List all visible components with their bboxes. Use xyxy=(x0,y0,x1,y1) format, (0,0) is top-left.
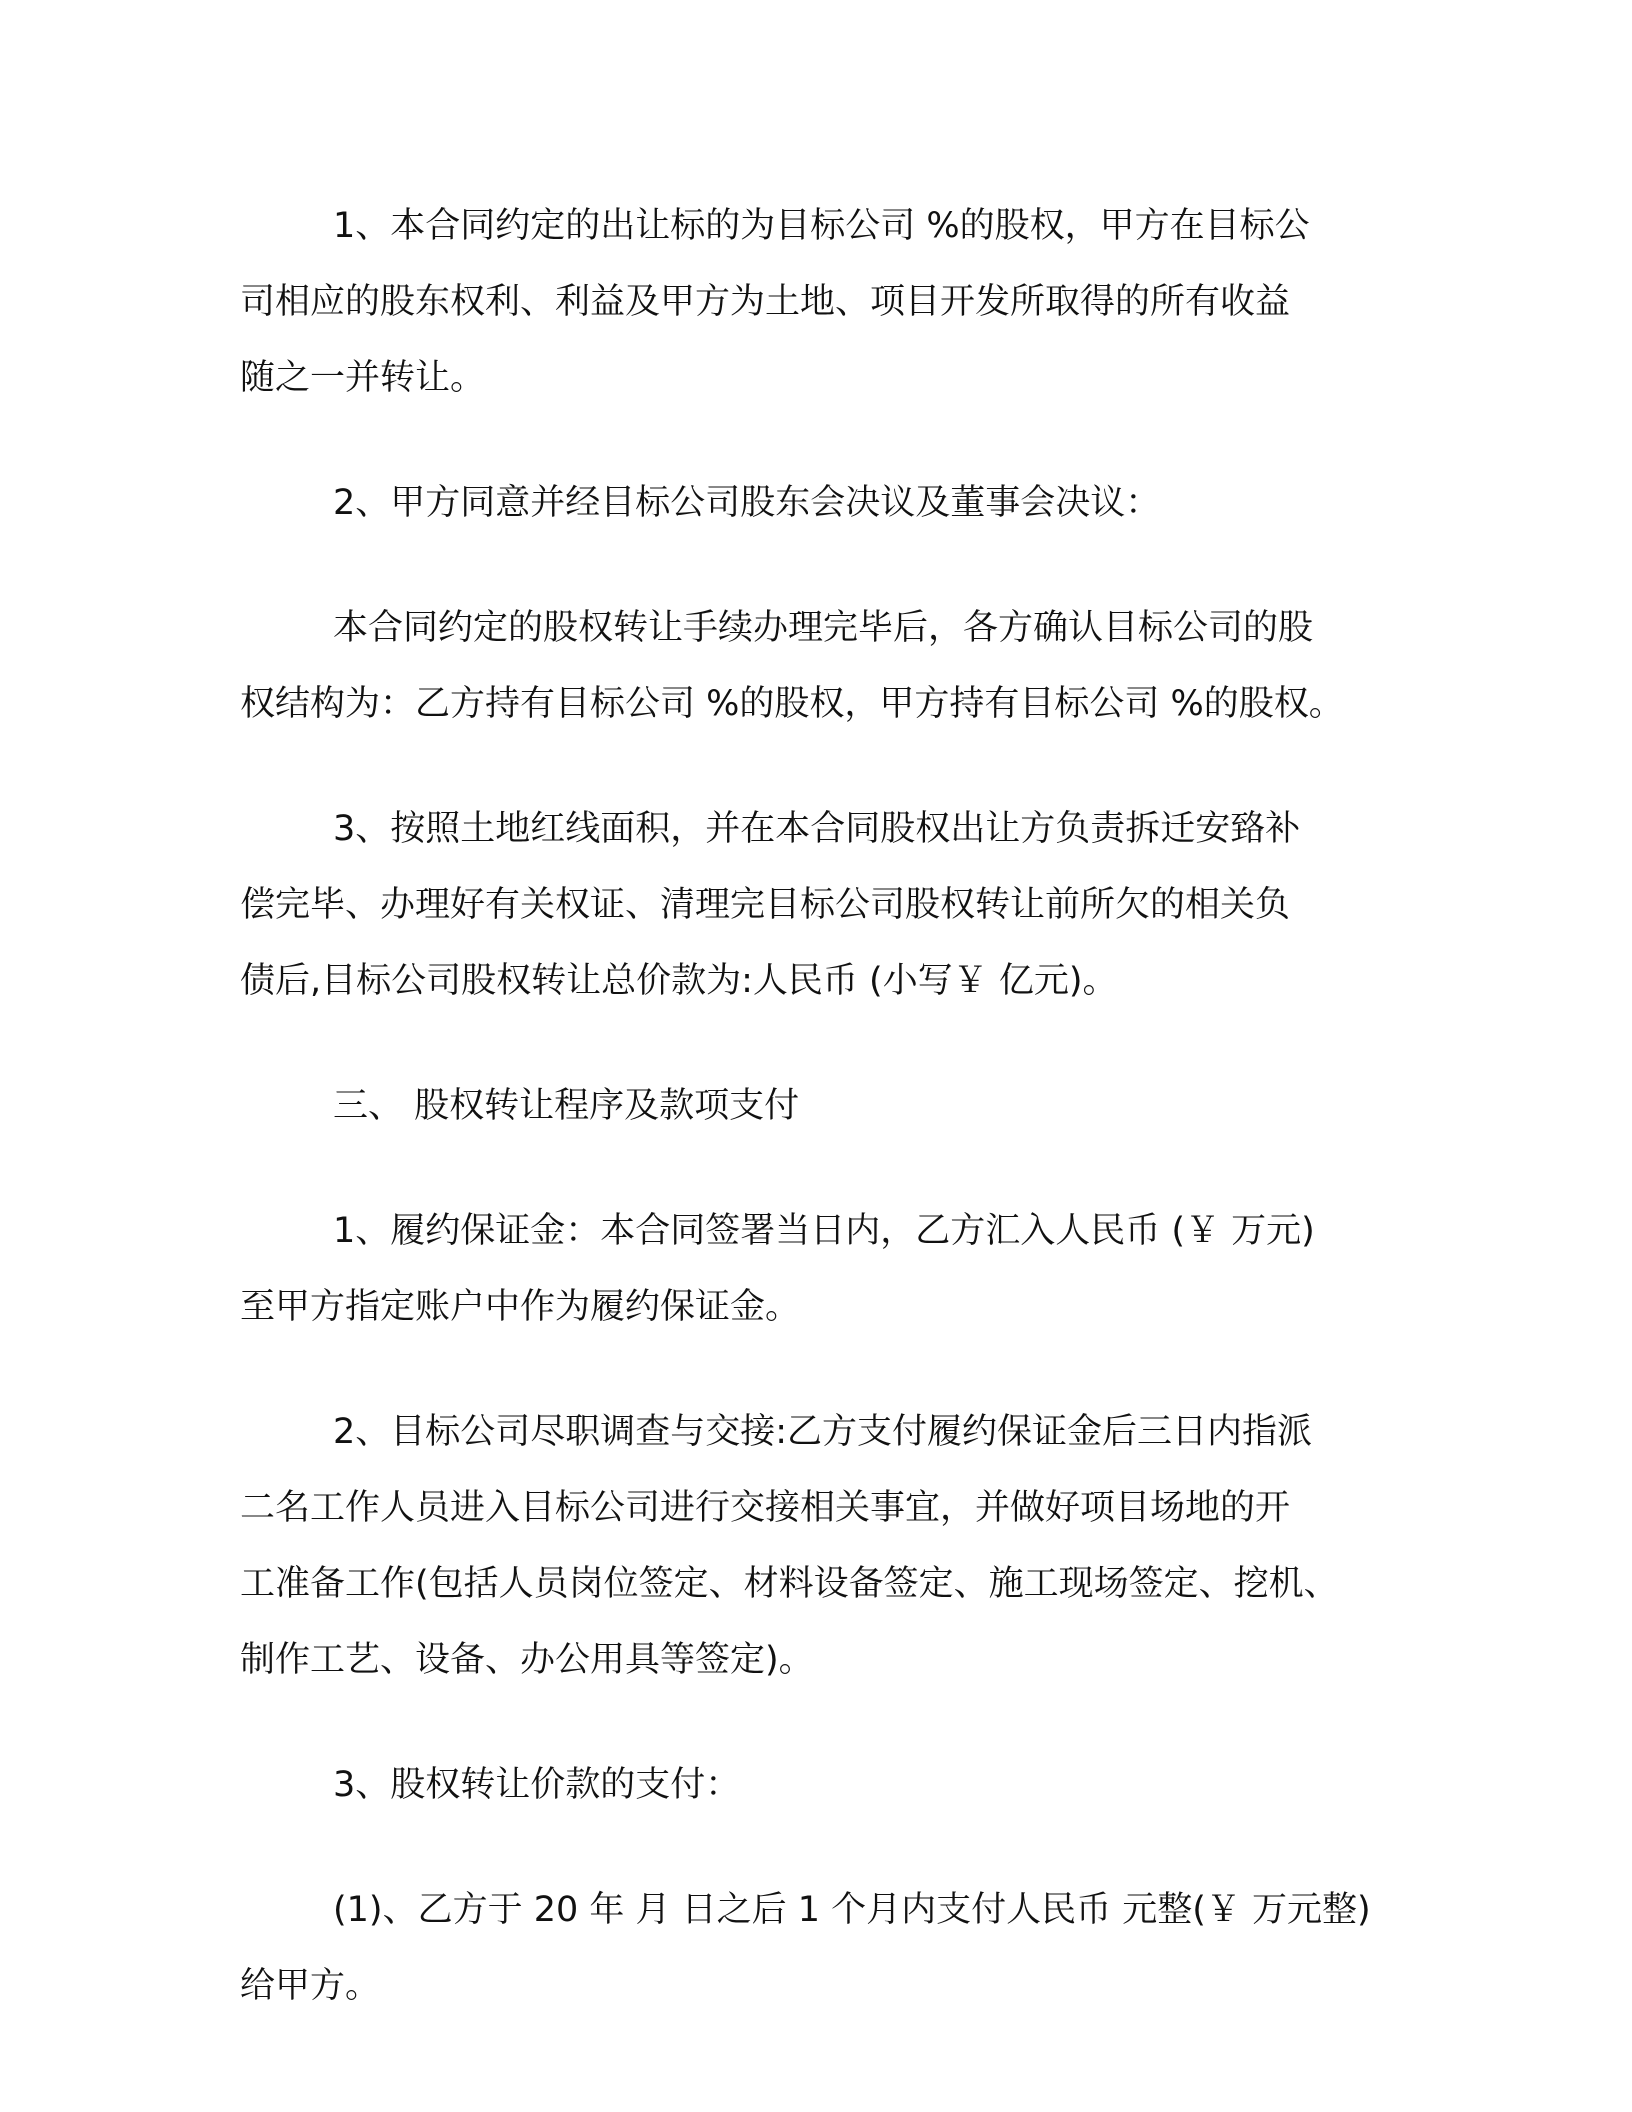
paragraph-2 xyxy=(240,465,1400,541)
text-line: 2、甲方同意并经目标公司股东会决议及董事会决议： xyxy=(333,483,1161,523)
text-line: 1、履约保证金：本合同签署当日内，乙方汇入人民币 (￥ 万元) xyxy=(333,1211,1315,1251)
document-body xyxy=(240,188,1400,2073)
text-line: 二名工作人员进入目标公司进行交接相关事宜，并做好项目场地的开 xyxy=(240,1488,1291,1528)
text-line: 3、按照土地红线面积，并在本合同股权出让方负责拆迁安臵补 xyxy=(333,809,1301,849)
text-line: 3、股权转让价款的支付： xyxy=(333,1765,741,1805)
section-heading xyxy=(240,1068,1400,1144)
text-line: 三、 股权转让程序及款项支付 xyxy=(333,1086,800,1126)
paragraph-8 xyxy=(240,1872,1400,2024)
paragraph-1 xyxy=(240,188,1400,416)
text-line: 债后,目标公司股权转让总价款为:人民币 (小写￥ 亿元)。 xyxy=(240,961,1118,1001)
text-line: 司相应的股东权利、利益及甲方为土地、项目开发所取得的所有收益 xyxy=(240,282,1291,322)
text-line: 工准备工作(包括人员岗位签定、材料设备签定、施工现场签定、挖机、 xyxy=(240,1564,1339,1604)
text-line: 给甲方。 xyxy=(240,1966,381,2006)
paragraph-7 xyxy=(240,1747,1400,1823)
paragraph-6 xyxy=(240,1394,1400,1698)
paragraph-3 xyxy=(240,590,1400,742)
text-line: 权结构为：乙方持有目标公司 %的股权，甲方持有目标公司 %的股权。 xyxy=(240,684,1344,724)
text-line: 偿完毕、办理好有关权证、清理完目标公司股权转让前所欠的相关负 xyxy=(240,885,1291,925)
text-line: (1)、乙方于 20 年 月 日之后 1 个月内支付人民币 元整(￥ 万元整) xyxy=(333,1890,1371,1930)
text-line: 本合同约定的股权转让手续办理完毕后，各方确认目标公司的股 xyxy=(333,608,1314,648)
text-line: 2、目标公司尽职调查与交接:乙方支付履约保证金后三日内指派 xyxy=(333,1412,1313,1452)
text-line: 1、本合同约定的出让标的为目标公司 %的股权，甲方在目标公 xyxy=(333,206,1310,246)
text-line: 至甲方指定账户中作为履约保证金。 xyxy=(240,1287,801,1327)
text-line: 随之一并转让。 xyxy=(240,358,486,398)
paragraph-5 xyxy=(240,1193,1400,1345)
paragraph-4 xyxy=(240,791,1400,1019)
text-line: 制作工艺、设备、办公用具等签定)。 xyxy=(240,1640,814,1680)
